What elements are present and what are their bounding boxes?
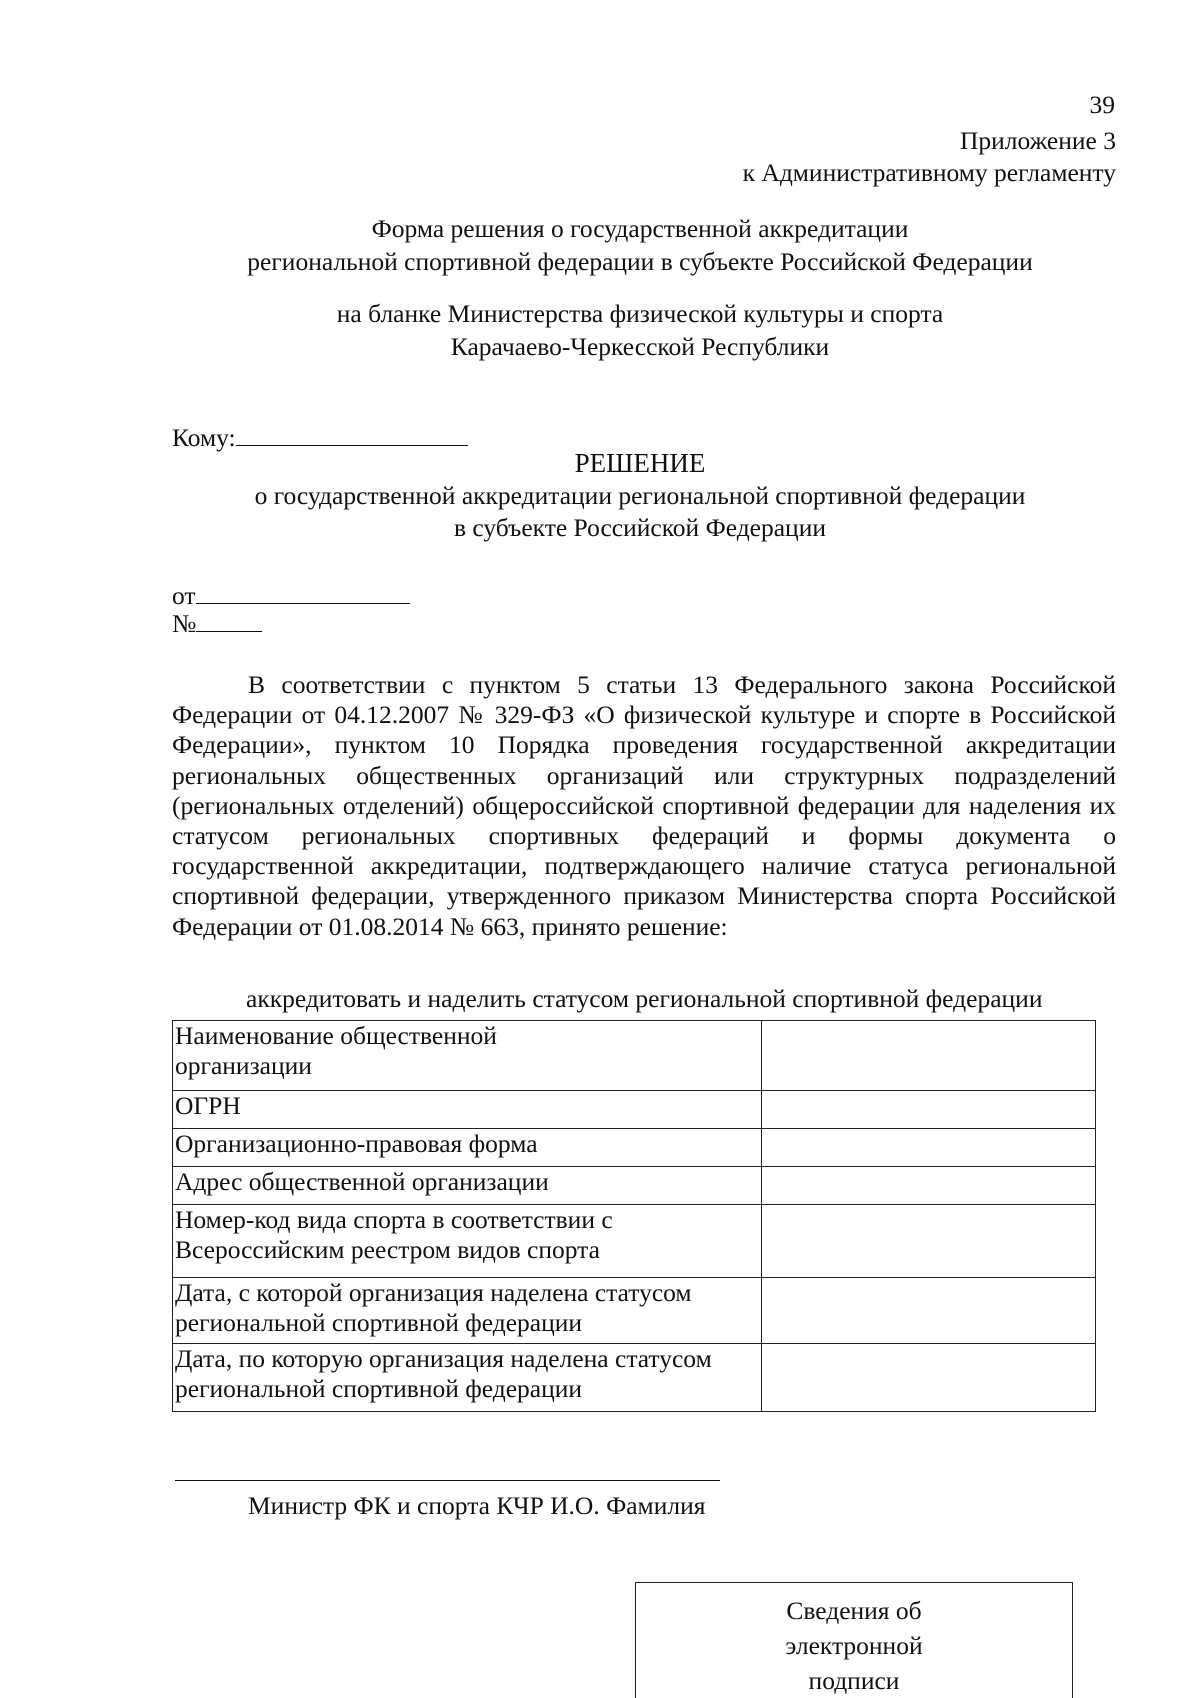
cell-text-line: Дата, с которой организация наделена статусом [175, 1278, 692, 1307]
table-cell-value [762, 1278, 1096, 1344]
decision-subtitle-line-2: в субъекте Российской Федерации [453, 513, 827, 542]
blank-note-line-1: на бланке Министерства физической культуры и спорта [336, 299, 944, 328]
decision-subtitle-line-1: о государственной аккредитации региональной спортивной федерации [254, 481, 1026, 510]
table-row [173, 1344, 1096, 1412]
table-cell-value [762, 1091, 1096, 1129]
table-cell-value [762, 1344, 1096, 1412]
table-row [173, 1167, 1096, 1205]
table-row [173, 1205, 1096, 1278]
recipient-field-line [236, 421, 468, 446]
cell-text-line: Номер-код вида спорта в соответствии с [175, 1205, 613, 1234]
cell-text-line: ОГРН [175, 1091, 241, 1120]
table-cell-label [173, 1021, 762, 1091]
decision-statement: аккредитовать и наделить статусом региональной спортивной федерации [246, 984, 1043, 1013]
esign-line-2: электронной [785, 1631, 923, 1660]
table-cell-label [173, 1344, 762, 1412]
blank-note [160, 297, 1120, 363]
electronic-signature-text [636, 1593, 1072, 1698]
appendix-line-2: к Административному регламенту [742, 158, 1116, 187]
minister-signature-caption: Министр ФК и спорта КЧР И.О. Фамилия [248, 1491, 706, 1520]
table-cell-value [762, 1129, 1096, 1167]
electronic-signature-box [635, 1582, 1073, 1698]
page-number: 39 [1089, 90, 1115, 119]
date-field-line [196, 579, 410, 604]
number-label: № [172, 609, 197, 638]
table-cell-value [762, 1021, 1096, 1091]
cell-text-line: Дата, по которую организация наделена статусом [175, 1344, 712, 1373]
table-cell-label [173, 1205, 762, 1278]
table-cell-value [762, 1167, 1096, 1205]
number-field-line [196, 607, 262, 632]
blank-note-line-2: Карачаево-Черкесской Республики [450, 332, 830, 361]
cell-text-line: Наименование общественной [175, 1021, 497, 1050]
recipient-label: Кому: [172, 423, 236, 452]
number-row [172, 607, 262, 639]
appendix-line-1: Приложение 3 [960, 126, 1116, 155]
appendix-reference [743, 125, 1116, 189]
table-cell-label [173, 1278, 762, 1344]
table-row [173, 1129, 1096, 1167]
cell-text-line: региональной спортивной федерации [175, 1374, 583, 1403]
decision-title: РЕШЕНИЕ [574, 448, 706, 478]
table-cell-label [173, 1167, 762, 1205]
body-paragraph: В соответствии с пунктом 5 статьи 13 Федерального закона Российской Федерации от 04.12.2007 № 329-ФЗ «О физической культуре и спорте в Российской Федерации», пунктом 10 Порядка проведения государственной аккредитации региональных общественных организаций или структурных подразделений (региональных отделений) общероссийской спортивной федерации для наделения их статусом региональных спортивных федераций и формы документа о государственной аккредитации, подтверждающего наличие статуса региональной спортивной федерации, утвержденного приказом Министерства спорта Российской Федерации от 01.08.2014 № 663, принято решение: [172, 670, 1116, 941]
table-row [173, 1278, 1096, 1344]
date-label: от [172, 581, 196, 610]
cell-text-line: региональной спортивной федерации [175, 1308, 583, 1337]
esign-line-3: подписи [808, 1666, 900, 1695]
signature-line [175, 1480, 720, 1481]
form-heading-line-1: Форма решения о государственной аккредитации [371, 214, 909, 243]
table-row [173, 1091, 1096, 1129]
esign-line-1: Сведения об [786, 1596, 922, 1625]
table-cell-label [173, 1129, 762, 1167]
cell-text-line: Адрес общественной организации [175, 1167, 549, 1196]
organization-info-table [172, 1020, 1096, 1412]
form-heading-line-2: региональной спортивной федерации в субъекте Российской Федерации [247, 247, 1033, 276]
table-cell-value [762, 1205, 1096, 1278]
table-cell-label [173, 1091, 762, 1129]
cell-text-line: Организационно-правовая форма [175, 1129, 538, 1158]
cell-text-line: Всероссийским реестром видов спорта [175, 1235, 600, 1264]
form-heading [160, 212, 1120, 278]
table-row [173, 1021, 1096, 1091]
cell-text-line: организации [175, 1051, 312, 1080]
decision-subtitle [160, 480, 1120, 544]
